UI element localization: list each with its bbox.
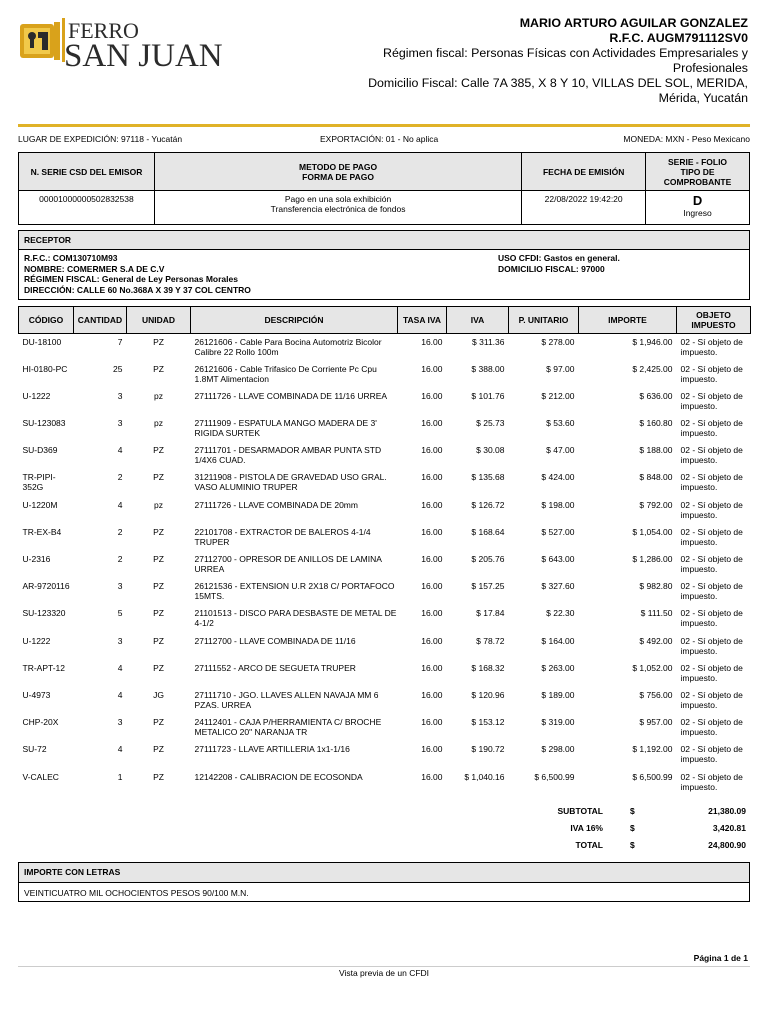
item-tasa: 16.00 [421,662,443,673]
item-cantidad: 3 [117,581,123,592]
item-objeto: 02 - Sí objeto de impuesto. [680,771,743,792]
item-cantidad: 2 [117,526,123,537]
item-descripcion: 26121606 - Cable Trifasico De Corriente Pc Cpu 1.8MT Alimentacion [194,363,377,384]
item-cantidad: 4 [117,499,123,510]
item-descripcion: 27111726 - LLAVE COMBINADA DE 20mm [194,499,358,510]
moneda: MONEDA: MXN - Peso Mexicano [623,134,750,144]
table-row [19,361,751,388]
item-unidad: PZ [153,717,164,728]
item-unidad: PZ [153,445,164,456]
item-unidad: JG [153,689,164,700]
col-tasa: TASA IVA [398,307,447,334]
item-codigo: U-1220M [22,499,58,510]
col-codigo: CÓDIGO [19,307,74,334]
item-objeto: 02 - Sí objeto de impuesto. [680,717,743,738]
item-objeto: 02 - Sí objeto de impuesto. [680,608,743,629]
item-punitario: $ 6,500.99 [534,771,575,782]
item-punitario: $ 53.60 [546,418,575,429]
item-unidad: pz [154,499,163,510]
item-cantidad: 25 [113,363,123,374]
subtotal-amount: 21,380.09 [708,806,746,816]
col-importe: IMPORTE [579,307,677,334]
receptor-direccion: DIRECCIÓN: CALLE 60 No.368A X 39 Y 37 COL CENTRO [24,284,251,295]
item-tasa: 16.00 [421,363,443,374]
item-importe: $ 492.00 [639,635,673,646]
item-punitario: $ 198.00 [541,499,575,510]
item-descripcion: 27112700 - OPRESOR DE ANILLOS DE LAMINA URREA [194,554,382,574]
receptor-nombre: NOMBRE: COMERMER S.A DE C.V [24,263,165,274]
item-tasa: 16.00 [421,418,443,429]
subtotal-row [530,806,750,823]
item-iva: $ 1,040.16 [464,771,505,782]
fecha-value: 22/08/2022 19:42:20 [522,191,646,225]
item-descripcion: 24112401 - CAJA P/HERRAMIENTA C/ BROCHE METALICO 20" NARANJA TR [194,717,382,738]
item-codigo: SU-D369 [22,445,58,456]
item-codigo: U-2316 [22,554,51,564]
item-importe: $ 111.50 [640,608,673,619]
table-row [19,578,751,605]
item-codigo: AR-9720116 [22,581,70,592]
item-codigo: U-1222 [22,390,51,401]
item-cantidad: 3 [117,390,123,401]
items-header-row [19,307,751,334]
item-codigo: DU-18100 [22,337,62,347]
item-importe: $ 2,425.00 [632,363,673,374]
serie-value: D [692,193,703,208]
item-cantidad: 4 [117,662,123,673]
item-iva: $ 135.68 [471,472,505,483]
issuer-regimen-1: Régimen fiscal: Personas Físicas con Actividades Empresariales y [383,46,748,60]
exportacion: EXPORTACIÓN: 01 - No aplica [320,134,439,144]
item-iva: $ 17.84 [476,608,505,619]
col-iva: IVA [447,307,509,334]
item-iva: $ 120.96 [471,689,505,700]
item-descripcion: 12142208 - CALIBRACION DE ECOSONDA [194,771,363,782]
lugar-expedicion: LUGAR DE EXPEDICIÓN: 97118 - Yucatán [18,134,183,144]
item-cantidad: 3 [117,717,123,728]
table-row [19,714,751,741]
item-importe: $ 1,192.00 [632,744,673,755]
item-importe: $ 6,500.99 [632,771,673,782]
total-currency: $ [630,840,635,850]
table-row [19,442,751,469]
item-codigo: CHP-20X [22,717,59,728]
item-punitario: $ 97.00 [546,363,575,374]
item-punitario: $ 164.00 [541,635,575,646]
table-row [19,633,751,660]
item-tasa: 16.00 [421,771,443,782]
header-folio-line1: SERIE - FOLIO [668,156,728,167]
item-iva: $ 126.72 [471,499,505,510]
item-unidad: PZ [153,337,164,347]
item-codigo: TR-PIPI-352G [22,472,56,493]
header-folio-line2: TIPO DE [680,166,715,177]
item-importe: $ 957.00 [639,717,673,728]
item-descripcion: 21101513 - DISCO PARA DESBASTE DE METAL DE 4-1/2 [194,608,397,629]
item-descripcion: 27111909 - ESPATULA MANGO MADERA DE 3' RIGIDA SURTEK [194,418,377,439]
item-tasa: 16.00 [421,337,443,347]
item-unidad: PZ [153,581,164,592]
receptor-left [24,253,251,295]
item-descripcion: 22101708 - EXTRACTOR DE BALEROS 4-1/4 TRUPER [194,526,371,547]
comprobante-value-row [19,191,750,225]
header-serie-csd: N. SERIE CSD DEL EMISOR [19,153,155,191]
item-descripcion: 31211908 - PISTOLA DE GRAVEDAD USO GRAL. VASO ALUMINIO TRUPER [194,472,387,493]
item-descripcion: 27111726 - LLAVE COMBINADA DE 11/16 URREA [194,390,388,401]
company-logo [18,14,248,72]
col-descripcion: DESCRIPCIÓN [191,307,398,334]
item-unidad: pz [154,418,163,429]
item-cantidad: 3 [117,635,123,646]
forma-pago-value: Transferencia electrónica de fondos [270,204,406,214]
tipo-value: Ingreso [683,208,712,218]
item-objeto: 02 - Sí objeto de impuesto. [680,363,743,384]
issuer-rfc: R.F.C. AUGM791112SV0 [609,31,748,45]
item-unidad: PZ [153,363,164,374]
items-table [18,306,751,796]
item-descripcion: 27111710 - JGO. LLAVES ALLEN NAVAJA MM 6 PZAS. URREA [194,689,379,710]
issuer-domicilio-2: Mérida, Yucatán [658,91,748,105]
preview-note: Vista previa de un CFDI [338,968,430,978]
item-descripcion: 27111701 - DESARMADOR AMBAR PUNTA STD 1/4X6 CUAD. [194,445,382,466]
item-cantidad: 2 [117,554,123,564]
col-objeto-line2: IMPUESTO [691,320,736,330]
item-codigo: TR-APT-12 [22,662,66,673]
item-unidad: PZ [153,608,164,619]
item-unidad: PZ [153,526,164,537]
item-tasa: 16.00 [421,472,443,483]
header-fecha: FECHA DE EMISIÓN [522,153,646,191]
comprobante-table [18,152,750,225]
header-divider [18,124,750,127]
table-row [19,605,751,632]
metodo-pago-value: Pago en una sola exhibición [284,194,392,204]
iva-row [530,823,750,840]
importe-letras-text: VEINTICUATRO MIL OCHOCIENTOS PESOS 90/100 M.N. [24,888,249,898]
item-codigo: U-4973 [22,689,51,700]
item-iva: $ 388.00 [471,363,505,374]
col-objeto-line1: OBJETO [696,310,731,320]
item-unidad: PZ [153,472,164,483]
item-unidad: pz [154,390,163,401]
item-descripcion: 26121606 - Cable Para Bocina Automotriz Bicolor Calibre 22 Rollo 100m [194,337,382,357]
iva-currency: $ [630,823,635,833]
iva-label: IVA 16% [570,823,603,833]
item-punitario: $ 298.00 [541,744,575,755]
col-punitario: P. UNITARIO [509,307,579,334]
item-iva: $ 311.36 [472,337,505,347]
comprobante-header-row [19,153,750,191]
item-importe: $ 1,054.00 [632,526,673,537]
total-label: TOTAL [575,840,603,850]
expedition-row [18,134,750,146]
item-objeto: 02 - Sí objeto de impuesto. [680,662,743,683]
metodo-value [154,191,521,225]
item-importe: $ 1,946.00 [632,337,673,347]
totals-block [530,806,750,857]
header-metodo-line2: FORMA DE PAGO [302,171,374,182]
item-punitario: $ 278.00 [541,337,575,347]
item-unidad: PZ [153,662,164,673]
col-unidad: UNIDAD [127,307,191,334]
importe-letras-title: IMPORTE CON LETRAS [19,863,749,883]
table-row [19,551,751,578]
item-unidad: PZ [153,771,164,782]
item-objeto: 02 - Sí objeto de impuesto. [680,472,743,493]
item-punitario: $ 212.00 [541,390,575,401]
item-iva: $ 168.32 [471,662,505,673]
table-row [19,469,751,496]
item-cantidad: 3 [117,418,123,429]
item-cantidad: 7 [117,337,123,347]
item-cantidad: 2 [117,472,123,483]
item-tasa: 16.00 [421,689,443,700]
item-objeto: 02 - Sí objeto de impuesto. [680,445,743,466]
item-unidad: PZ [153,744,164,755]
item-tasa: 16.00 [421,635,443,646]
receptor-domicilio: DOMICILIO FISCAL: 97000 [498,263,605,274]
issuer-domicilio-1: Domicilio Fiscal: Calle 7A 385, X 8 Y 10, VILLAS DEL SOL, MERIDA, [368,76,748,90]
total-row [530,840,750,857]
item-descripcion: 26121536 - EXTENSION U.R 2X18 C/ PORTAFOCO 15MTS. [194,581,395,602]
item-cantidad: 5 [117,608,123,619]
serie-csd-value: 00001000000502832538 [19,191,155,225]
item-codigo: SU-123083 [22,418,66,429]
issuer-name: MARIO ARTURO AGUILAR GONZALEZ [519,16,748,30]
item-objeto: 02 - Sí objeto de impuesto. [680,390,743,411]
item-unidad: PZ [153,635,164,646]
item-iva: $ 101.76 [471,390,505,401]
item-cantidad: 1 [117,771,123,782]
importe-letras-box [18,862,750,902]
receptor-regimen: RÉGIMEN FISCAL: General de Ley Personas Morales [24,274,238,285]
receptor-title: RECEPTOR [19,231,749,250]
header-folio-line3: COMPROBANTE [663,176,732,187]
table-row [19,415,751,442]
table-row [19,334,751,361]
footer-divider [18,966,750,967]
item-tasa: 16.00 [421,390,443,401]
item-iva: $ 78.72 [476,635,505,646]
item-importe: $ 848.00 [639,472,673,483]
item-punitario: $ 319.00 [541,717,575,728]
table-row [19,660,751,687]
item-unidad: PZ [153,554,164,564]
header-folio [646,153,750,191]
item-importe: $ 1,052.00 [632,662,673,673]
table-row [19,497,751,524]
item-codigo: SU-72 [22,744,47,755]
item-importe: $ 982.80 [639,581,673,592]
item-tasa: 16.00 [421,744,443,755]
item-objeto: 02 - Sí objeto de impuesto. [680,554,743,574]
item-tasa: 16.00 [421,499,443,510]
page-number: Página 1 de 1 [693,953,748,963]
item-punitario: $ 327.60 [541,581,575,592]
item-punitario: $ 22.30 [546,608,575,619]
item-objeto: 02 - Sí objeto de impuesto. [680,744,743,765]
item-punitario: $ 527.00 [541,526,575,537]
table-row [19,388,751,415]
col-objeto [677,307,751,334]
issuer-info [318,16,748,106]
receptor-right [498,253,620,274]
folio-value [646,191,750,225]
item-objeto: 02 - Sí objeto de impuesto. [680,581,743,602]
item-importe: $ 792.00 [639,499,673,510]
item-importe: $ 756.00 [639,689,673,700]
header-metodo-line1: METODO DE PAGO [299,161,378,172]
item-codigo: TR-EX-B4 [22,526,62,537]
item-punitario: $ 47.00 [546,445,575,456]
item-descripcion: 27112700 - LLAVE COMBINADA DE 11/16 [194,635,356,646]
item-tasa: 16.00 [421,445,443,456]
header-metodo [154,153,521,191]
item-objeto: 02 - Sí objeto de impuesto. [680,499,743,520]
item-iva: $ 157.25 [471,581,505,592]
issuer-regimen-2: Profesionales [672,61,748,75]
item-iva: $ 205.76 [471,554,505,564]
item-codigo: HI-0180-PC [22,363,68,374]
table-row [19,524,751,551]
item-objeto: 02 - Sí objeto de impuesto. [680,526,743,547]
iva-amount: 3,420.81 [712,823,746,833]
item-punitario: $ 643.00 [541,554,575,564]
table-row [19,741,751,768]
item-importe: $ 160.80 [639,418,673,429]
item-descripcion: 27111723 - LLAVE ARTILLERIA 1x1-1/16 [194,744,350,755]
logo-line1: FERRO [68,18,139,43]
item-iva: $ 30.08 [476,445,505,456]
receptor-box [18,230,750,300]
item-importe: $ 1,286.00 [632,554,673,564]
item-iva: $ 190.72 [471,744,505,755]
item-cantidad: 4 [117,445,123,456]
table-row [19,769,751,796]
subtotal-currency: $ [630,806,635,816]
item-importe: $ 636.00 [639,390,673,401]
item-codigo: U-1222 [22,635,51,646]
item-tasa: 16.00 [421,717,443,728]
item-codigo: V-CALEC [22,771,59,782]
item-iva: $ 25.73 [476,418,505,429]
item-importe: $ 188.00 [639,445,673,456]
item-punitario: $ 189.00 [541,689,575,700]
item-cantidad: 4 [117,744,123,755]
item-tasa: 16.00 [421,608,443,619]
item-objeto: 02 - Sí objeto de impuesto. [680,418,743,439]
item-cantidad: 4 [117,689,123,700]
item-codigo: SU-123320 [22,608,66,619]
item-objeto: 02 - Sí objeto de impuesto. [680,635,743,656]
item-objeto: 02 - Sí objeto de impuesto. [680,689,743,710]
receptor-rfc: R.F.C.: COM130710M93 [24,253,118,263]
receptor-uso: USO CFDI: Gastos en general. [498,253,620,263]
col-cantidad: CANTIDAD [74,307,127,334]
total-amount: 24,800.90 [708,840,746,850]
item-objeto: 02 - Sí objeto de impuesto. [680,337,743,357]
item-punitario: $ 424.00 [541,472,575,483]
table-row [19,687,751,714]
logo-line2: SAN JUAN [64,38,223,72]
item-descripcion: 27111552 - ARCO DE SEGUETA TRUPER [194,662,356,673]
item-iva: $ 168.64 [471,526,505,537]
logo-emblem-icon [18,14,248,72]
item-iva: $ 153.12 [471,717,505,728]
item-tasa: 16.00 [421,581,443,592]
subtotal-label: SUBTOTAL [557,806,603,816]
item-tasa: 16.00 [421,554,443,564]
item-tasa: 16.00 [421,526,443,537]
item-punitario: $ 263.00 [541,662,575,673]
